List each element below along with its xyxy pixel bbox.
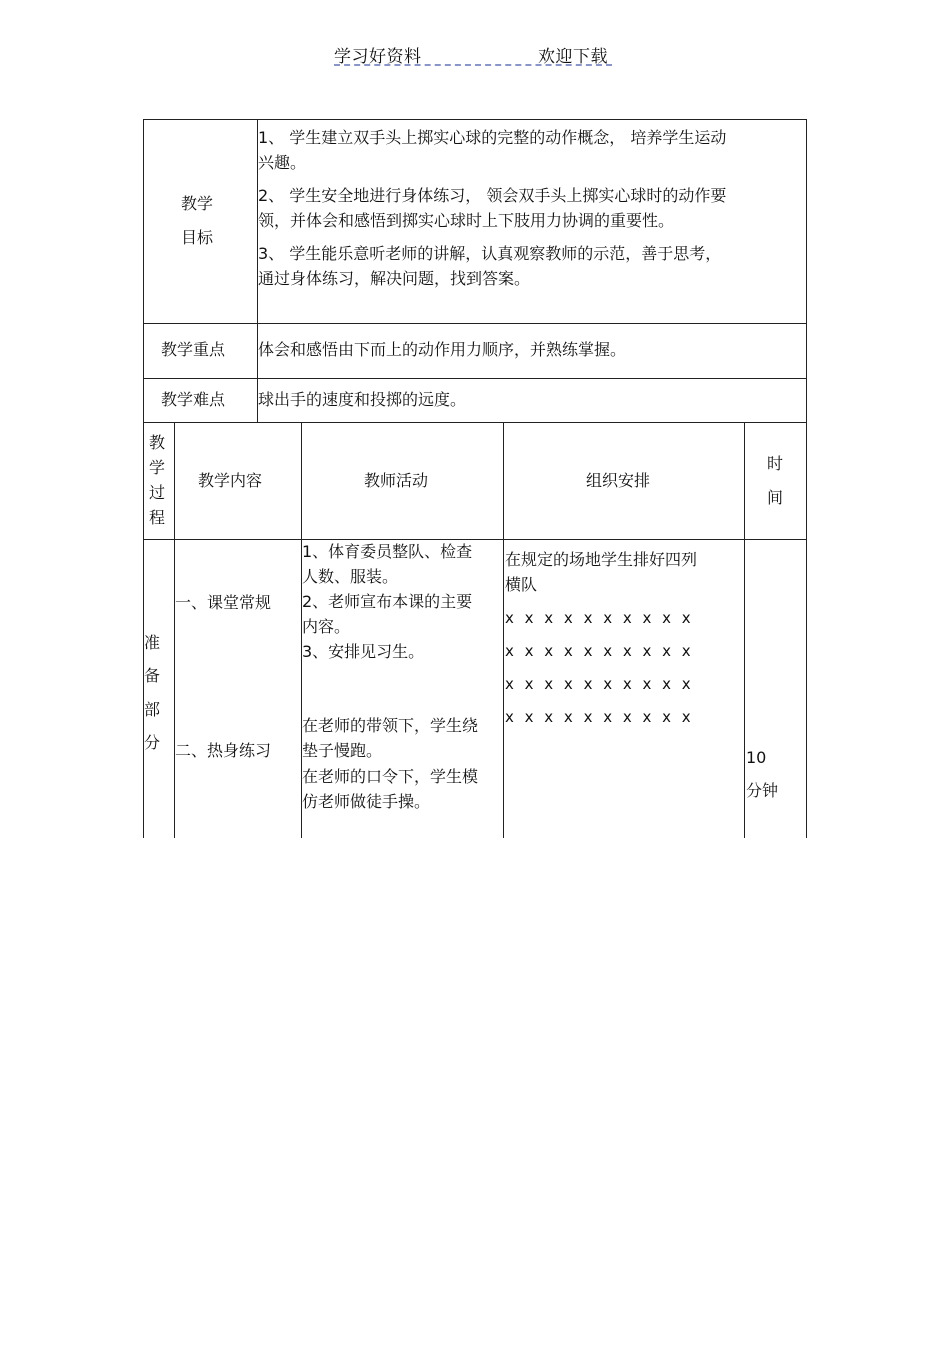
process-col-divider-1 bbox=[174, 423, 175, 838]
activity-1-line-1: 1、体育委员整队、检查 bbox=[302, 542, 473, 561]
difficulty-text: 球出手的速度和投掷的远度。 bbox=[258, 390, 467, 409]
organization-line-1: 在规定的场地学生排好四列 bbox=[505, 550, 698, 569]
part-label-char-3: 部 bbox=[144, 700, 161, 719]
process-header-char-1: 教 bbox=[149, 433, 166, 452]
organization-line-2: 横队 bbox=[505, 575, 538, 594]
goals-label-1: 教学 bbox=[181, 194, 214, 213]
header-time-char-1: 时 bbox=[767, 454, 784, 473]
content-routine: 一、课堂常规 bbox=[175, 593, 272, 612]
activity-2-line-2: 内容。 bbox=[302, 617, 351, 636]
activity-2-line-1: 2、老师宣布本课的主要 bbox=[302, 592, 473, 611]
header-time-char-2: 间 bbox=[767, 488, 784, 507]
process-right-border bbox=[806, 423, 807, 838]
warmup-2-line-2: 仿老师做徒手操。 bbox=[302, 792, 431, 811]
part-label-char-4: 分 bbox=[144, 733, 161, 752]
warmup-1-line-2: 垫子慢跑。 bbox=[302, 741, 383, 760]
key-point-label: 教学重点 bbox=[161, 340, 226, 359]
activity-1-line-2: 人数、服装。 bbox=[302, 567, 399, 586]
warmup-2-line-1: 在老师的口令下，学生模 bbox=[302, 767, 479, 786]
process-header-char-4: 程 bbox=[149, 508, 166, 527]
formation-row-1: x x x x x x x x x x bbox=[505, 609, 694, 627]
goal-3-line-1: 3、 学生能乐意听老师的讲解，认真观察教师的示范，善于思考， bbox=[258, 244, 722, 263]
part-label-char-2: 备 bbox=[144, 666, 161, 685]
activity-3: 3、安排见习生。 bbox=[302, 642, 425, 661]
goals-label-2: 目标 bbox=[181, 228, 214, 247]
process-col-divider-3 bbox=[503, 423, 504, 838]
header-right: 欢迎下载 bbox=[538, 47, 608, 67]
process-header-char-3: 过 bbox=[149, 483, 166, 502]
goal-1-line-1: 1、 学生建立双手头上掷实心球的完整的动作概念， 培养学生运动 bbox=[258, 128, 727, 147]
time-unit: 分钟 bbox=[746, 781, 779, 800]
formation-row-4: x x x x x x x x x x bbox=[505, 708, 694, 726]
warmup-1-line-1: 在老师的带领下，学生绕 bbox=[302, 716, 479, 735]
goal-2-line-2: 领，并体会和感悟到掷实心球时上下肢用力协调的重要性。 bbox=[258, 211, 675, 230]
key-point-text: 体会和感悟由下而上的动作用力顺序，并熟练掌握。 bbox=[258, 340, 627, 359]
header-left: 学习好资料 bbox=[334, 47, 422, 67]
formation-row-3: x x x x x x x x x x bbox=[505, 675, 694, 693]
process-header-divider bbox=[143, 539, 807, 540]
row-divider-1 bbox=[143, 323, 807, 324]
part-label-char-1: 准 bbox=[144, 633, 161, 652]
row-divider-2 bbox=[143, 378, 807, 379]
content-warmup: 二、热身练习 bbox=[175, 741, 272, 760]
difficulty-label: 教学难点 bbox=[161, 390, 226, 409]
header-organization: 组织安排 bbox=[586, 471, 651, 490]
header-teacher-activity: 教师活动 bbox=[364, 471, 429, 490]
goal-2-line-1: 2、 学生安全地进行身体练习， 领会双手头上掷实心球时的动作要 bbox=[258, 186, 727, 205]
process-col-divider-4 bbox=[744, 423, 745, 838]
header-content: 教学内容 bbox=[198, 471, 263, 490]
goal-1-line-2: 兴趣。 bbox=[258, 153, 307, 172]
header-underline bbox=[334, 64, 612, 66]
goal-3-line-2: 通过身体练习，解决问题，找到答案。 bbox=[258, 269, 531, 288]
formation-row-2: x x x x x x x x x x bbox=[505, 642, 694, 660]
time-value: 10 bbox=[746, 748, 767, 767]
process-header-char-2: 学 bbox=[149, 458, 166, 477]
